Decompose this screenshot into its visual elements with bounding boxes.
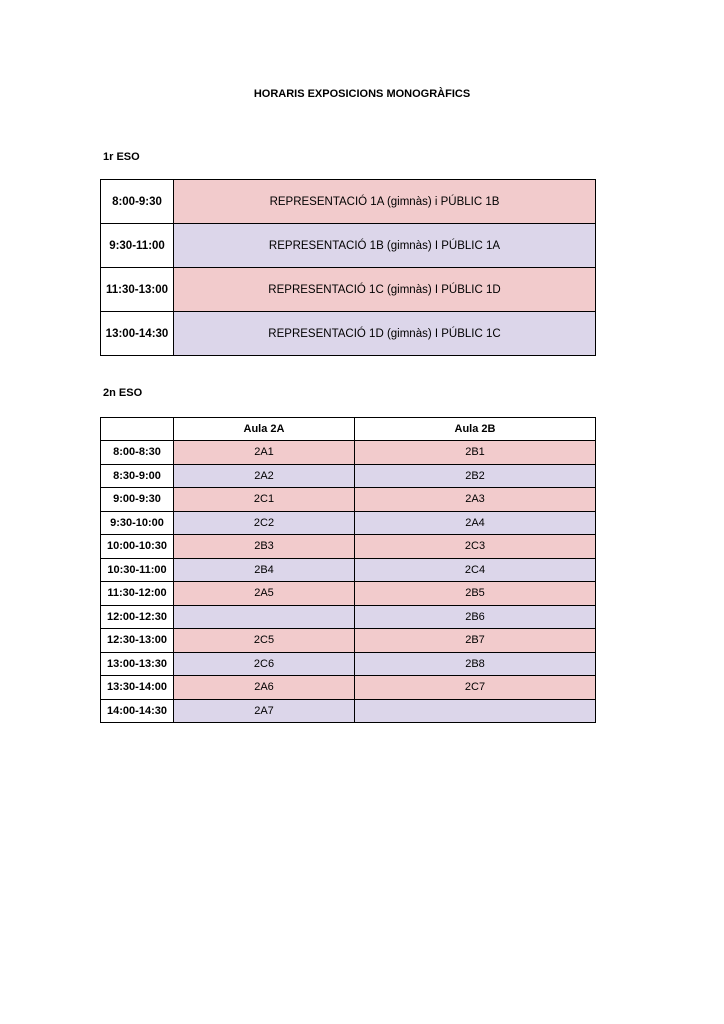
table-row bbox=[101, 535, 596, 559]
aula-2a-cell bbox=[174, 605, 355, 629]
time-cell: 12:00-12:30 bbox=[101, 605, 174, 629]
time-cell: 9:30-10:00 bbox=[101, 511, 174, 535]
aula-2a-cell: 2C2 bbox=[174, 511, 355, 535]
table-header-row bbox=[101, 418, 596, 441]
time-cell: 12:30-13:00 bbox=[101, 629, 174, 653]
aula-2b-cell: 2C7 bbox=[355, 676, 596, 700]
table-row bbox=[101, 224, 596, 268]
table-row bbox=[101, 268, 596, 312]
aula-2b-cell: 2B1 bbox=[355, 441, 596, 465]
aula-2b-cell: 2B5 bbox=[355, 582, 596, 606]
aula-2b-cell: 2C3 bbox=[355, 535, 596, 559]
schedule-2n-eso-table bbox=[100, 417, 596, 723]
activity-cell: REPRESENTACIÓ 1B (gimnàs) I PÚBLIC 1A bbox=[174, 224, 596, 268]
table-row bbox=[101, 558, 596, 582]
header-cell-empty bbox=[101, 418, 174, 441]
table-row bbox=[101, 605, 596, 629]
time-cell: 8:00-8:30 bbox=[101, 441, 174, 465]
aula-2b-cell: 2A3 bbox=[355, 488, 596, 512]
time-cell: 13:30-14:00 bbox=[101, 676, 174, 700]
aula-2b-cell: 2B7 bbox=[355, 629, 596, 653]
header-cell-aula-2b: Aula 2B bbox=[355, 418, 596, 441]
schedule-1r-eso-table bbox=[100, 179, 596, 356]
section-1r-eso-label: 1r ESO bbox=[103, 151, 140, 163]
aula-2a-cell: 2B3 bbox=[174, 535, 355, 559]
time-cell: 10:00-10:30 bbox=[101, 535, 174, 559]
table-row bbox=[101, 676, 596, 700]
time-cell: 14:00-14:30 bbox=[101, 699, 174, 723]
time-cell: 9:00-9:30 bbox=[101, 488, 174, 512]
table-row bbox=[101, 629, 596, 653]
activity-cell: REPRESENTACIÓ 1A (gimnàs) i PÚBLIC 1B bbox=[174, 180, 596, 224]
time-cell: 9:30-11:00 bbox=[101, 224, 174, 268]
aula-2b-cell: 2C4 bbox=[355, 558, 596, 582]
aula-2a-cell: 2A5 bbox=[174, 582, 355, 606]
activity-cell: REPRESENTACIÓ 1C (gimnàs) I PÚBLIC 1D bbox=[174, 268, 596, 312]
aula-2b-cell: 2B6 bbox=[355, 605, 596, 629]
aula-2b-cell bbox=[355, 699, 596, 723]
table-row bbox=[101, 464, 596, 488]
time-cell: 13:00-13:30 bbox=[101, 652, 174, 676]
aula-2a-cell: 2A7 bbox=[174, 699, 355, 723]
table-row bbox=[101, 652, 596, 676]
table-row bbox=[101, 488, 596, 512]
time-cell: 11:30-13:00 bbox=[101, 268, 174, 312]
aula-2b-cell: 2B8 bbox=[355, 652, 596, 676]
time-cell: 11:30-12:00 bbox=[101, 582, 174, 606]
aula-2b-cell: 2B2 bbox=[355, 464, 596, 488]
aula-2b-cell: 2A4 bbox=[355, 511, 596, 535]
table-row bbox=[101, 699, 596, 723]
header-cell-aula-2a: Aula 2A bbox=[174, 418, 355, 441]
aula-2a-cell: 2A1 bbox=[174, 441, 355, 465]
activity-cell: REPRESENTACIÓ 1D (gimnàs) I PÚBLIC 1C bbox=[174, 312, 596, 356]
table-row bbox=[101, 312, 596, 356]
aula-2a-cell: 2C5 bbox=[174, 629, 355, 653]
aula-2a-cell: 2A2 bbox=[174, 464, 355, 488]
aula-2a-cell: 2C1 bbox=[174, 488, 355, 512]
table-row bbox=[101, 180, 596, 224]
time-cell: 10:30-11:00 bbox=[101, 558, 174, 582]
table-row bbox=[101, 441, 596, 465]
time-cell: 8:30-9:00 bbox=[101, 464, 174, 488]
time-cell: 8:00-9:30 bbox=[101, 180, 174, 224]
section-2n-eso-label: 2n ESO bbox=[103, 387, 143, 399]
page-title: HORARIS EXPOSICIONS MONOGRÀFICS bbox=[253, 88, 471, 100]
aula-2a-cell: 2A6 bbox=[174, 676, 355, 700]
aula-2a-cell: 2C6 bbox=[174, 652, 355, 676]
aula-2a-cell: 2B4 bbox=[174, 558, 355, 582]
time-cell: 13:00-14:30 bbox=[101, 312, 174, 356]
table-row bbox=[101, 511, 596, 535]
table-row bbox=[101, 582, 596, 606]
